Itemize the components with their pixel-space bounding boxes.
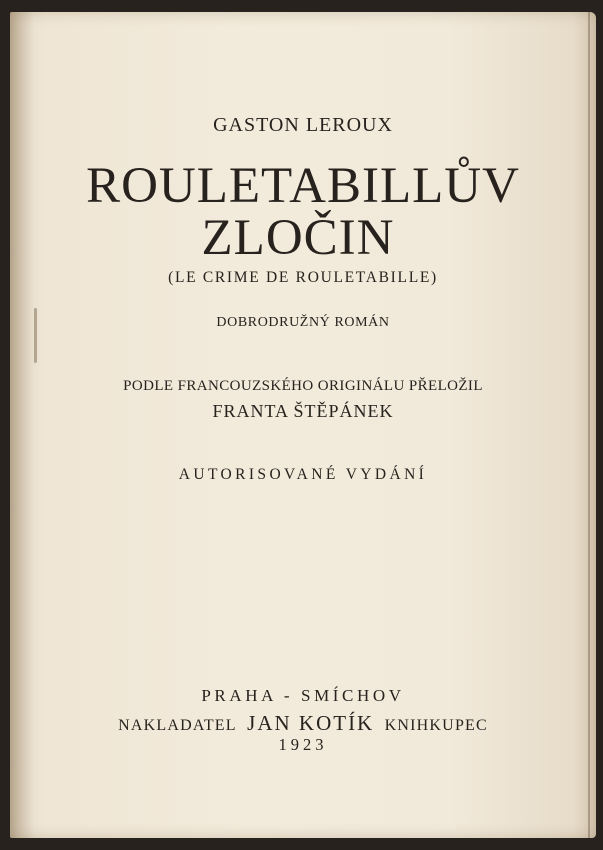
original-title: (LE CRIME DE ROULETABILLE) xyxy=(168,269,438,286)
book-title-line-1: ROULETABILLŮV xyxy=(86,158,520,214)
author-name: GASTON LEROUX xyxy=(213,114,393,136)
genre-label: DOBRODRUŽNÝ ROMÁN xyxy=(216,315,390,330)
title-page xyxy=(10,12,596,838)
translation-note: PODLE FRANCOUZSKÉHO ORIGINÁLU PŘELOŽIL xyxy=(123,378,483,394)
edition-label: AUTORISOVANÉ VYDÁNÍ xyxy=(178,466,428,483)
publisher-role-left: NAKLADATEL xyxy=(118,717,237,734)
translator-name: FRANTA ŠTĚPÁNEK xyxy=(212,401,394,421)
publication-year: 1923 xyxy=(278,735,328,754)
publisher-name: JAN KOTÍK xyxy=(247,711,375,735)
book-title-line-2: ZLOČIN xyxy=(201,210,395,266)
publisher-line xyxy=(10,711,596,736)
publication-place: PRAHA - SMÍCHOV xyxy=(201,686,405,705)
publisher-role-right: KNIHKUPEC xyxy=(384,717,488,734)
